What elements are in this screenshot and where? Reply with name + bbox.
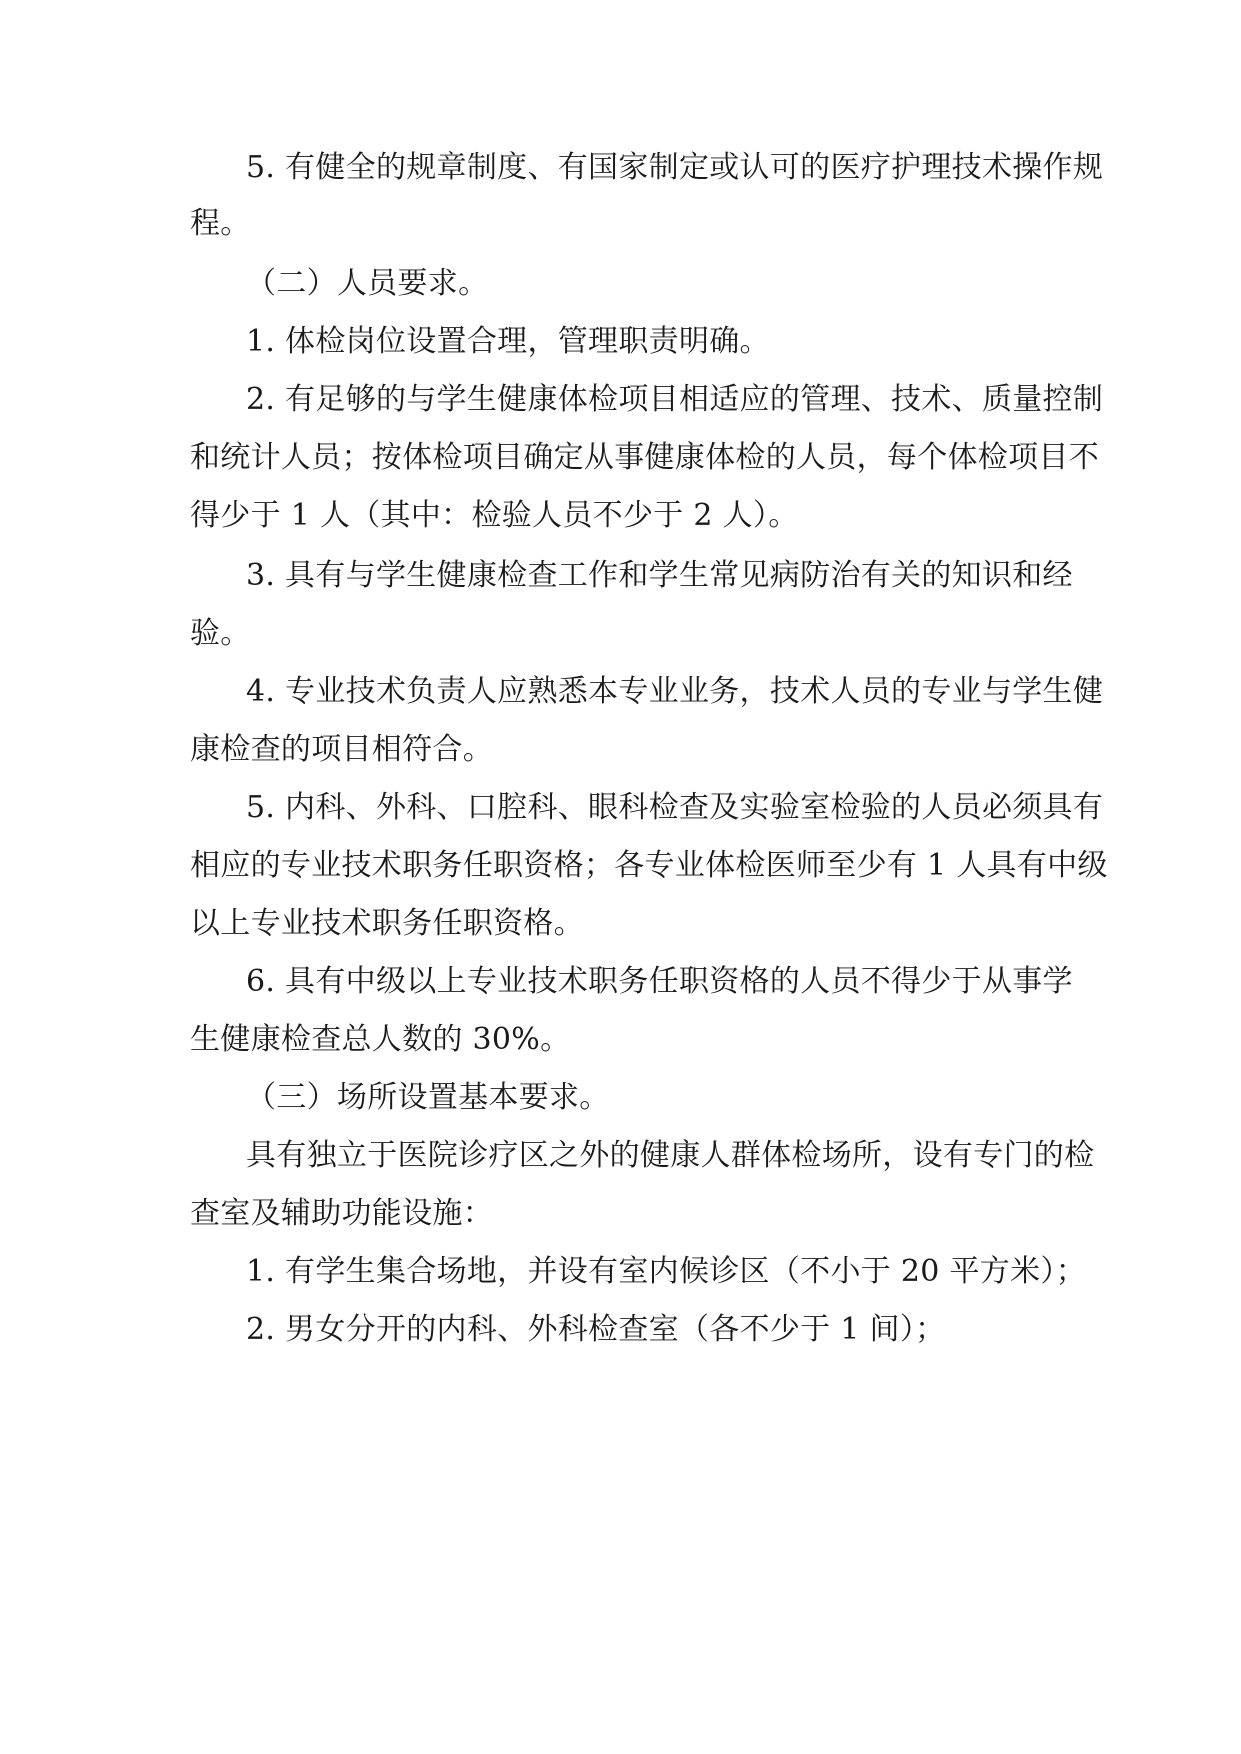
paragraph-line: 6. 具有中级以上专业技术职务任职资格的人员不得少于从事学 [246,964,1073,999]
paragraph-line: 以上专业技术职务任职资格。 [190,906,584,941]
paragraph-line: 4. 专业技术负责人应熟悉本专业业务，技术人员的专业与学生健 [246,674,1104,709]
paragraph-line: 查室及辅助功能设施： [190,1196,493,1231]
paragraph-line: 相应的专业技术职务任职资格；各专业体检医师至少有 1 人具有中级 [190,848,1108,883]
paragraph-line: 程。 [190,206,251,241]
paragraph-line: 具有独立于医院诊疗区之外的健康人群体检场所，设有专门的检 [246,1138,1095,1173]
paragraph-line: 3. 具有与学生健康检查工作和学生常见病防治有关的知识和经 [246,558,1073,593]
list-item: 2. 男女分开的内科、外科检查室（各不少于 1 间）； [246,1312,946,1347]
paragraph-line: 2. 有足够的与学生健康体检项目相适应的管理、技术、质量控制 [246,382,1104,417]
paragraph-line: 得少于 1 人（其中：检验人员不少于 2 人）。 [190,498,799,533]
list-item: 1. 有学生集合场地，并设有室内候诊区（不小于 20 平方米）； [246,1254,1087,1289]
section-heading: （二）人员要求。 [246,266,489,301]
paragraph-line: 验。 [190,616,251,651]
paragraph-line: 5. 有健全的规章制度、有国家制定或认可的医疗护理技术操作规 [246,150,1104,185]
paragraph-line: 生健康检查总人数的 30%。 [190,1022,571,1057]
paragraph-line: 和统计人员；按体检项目确定从事健康体检的人员，每个体检项目不 [190,440,1099,475]
paragraph-line: 康检查的项目相符合。 [190,732,493,767]
section-heading: （三）场所设置基本要求。 [246,1080,610,1115]
paragraph-line: 5. 内科、外科、口腔科、眼科检查及实验室检验的人员必须具有 [246,790,1104,825]
paragraph-line: 1. 体检岗位设置合理，管理职责明确。 [246,324,770,359]
